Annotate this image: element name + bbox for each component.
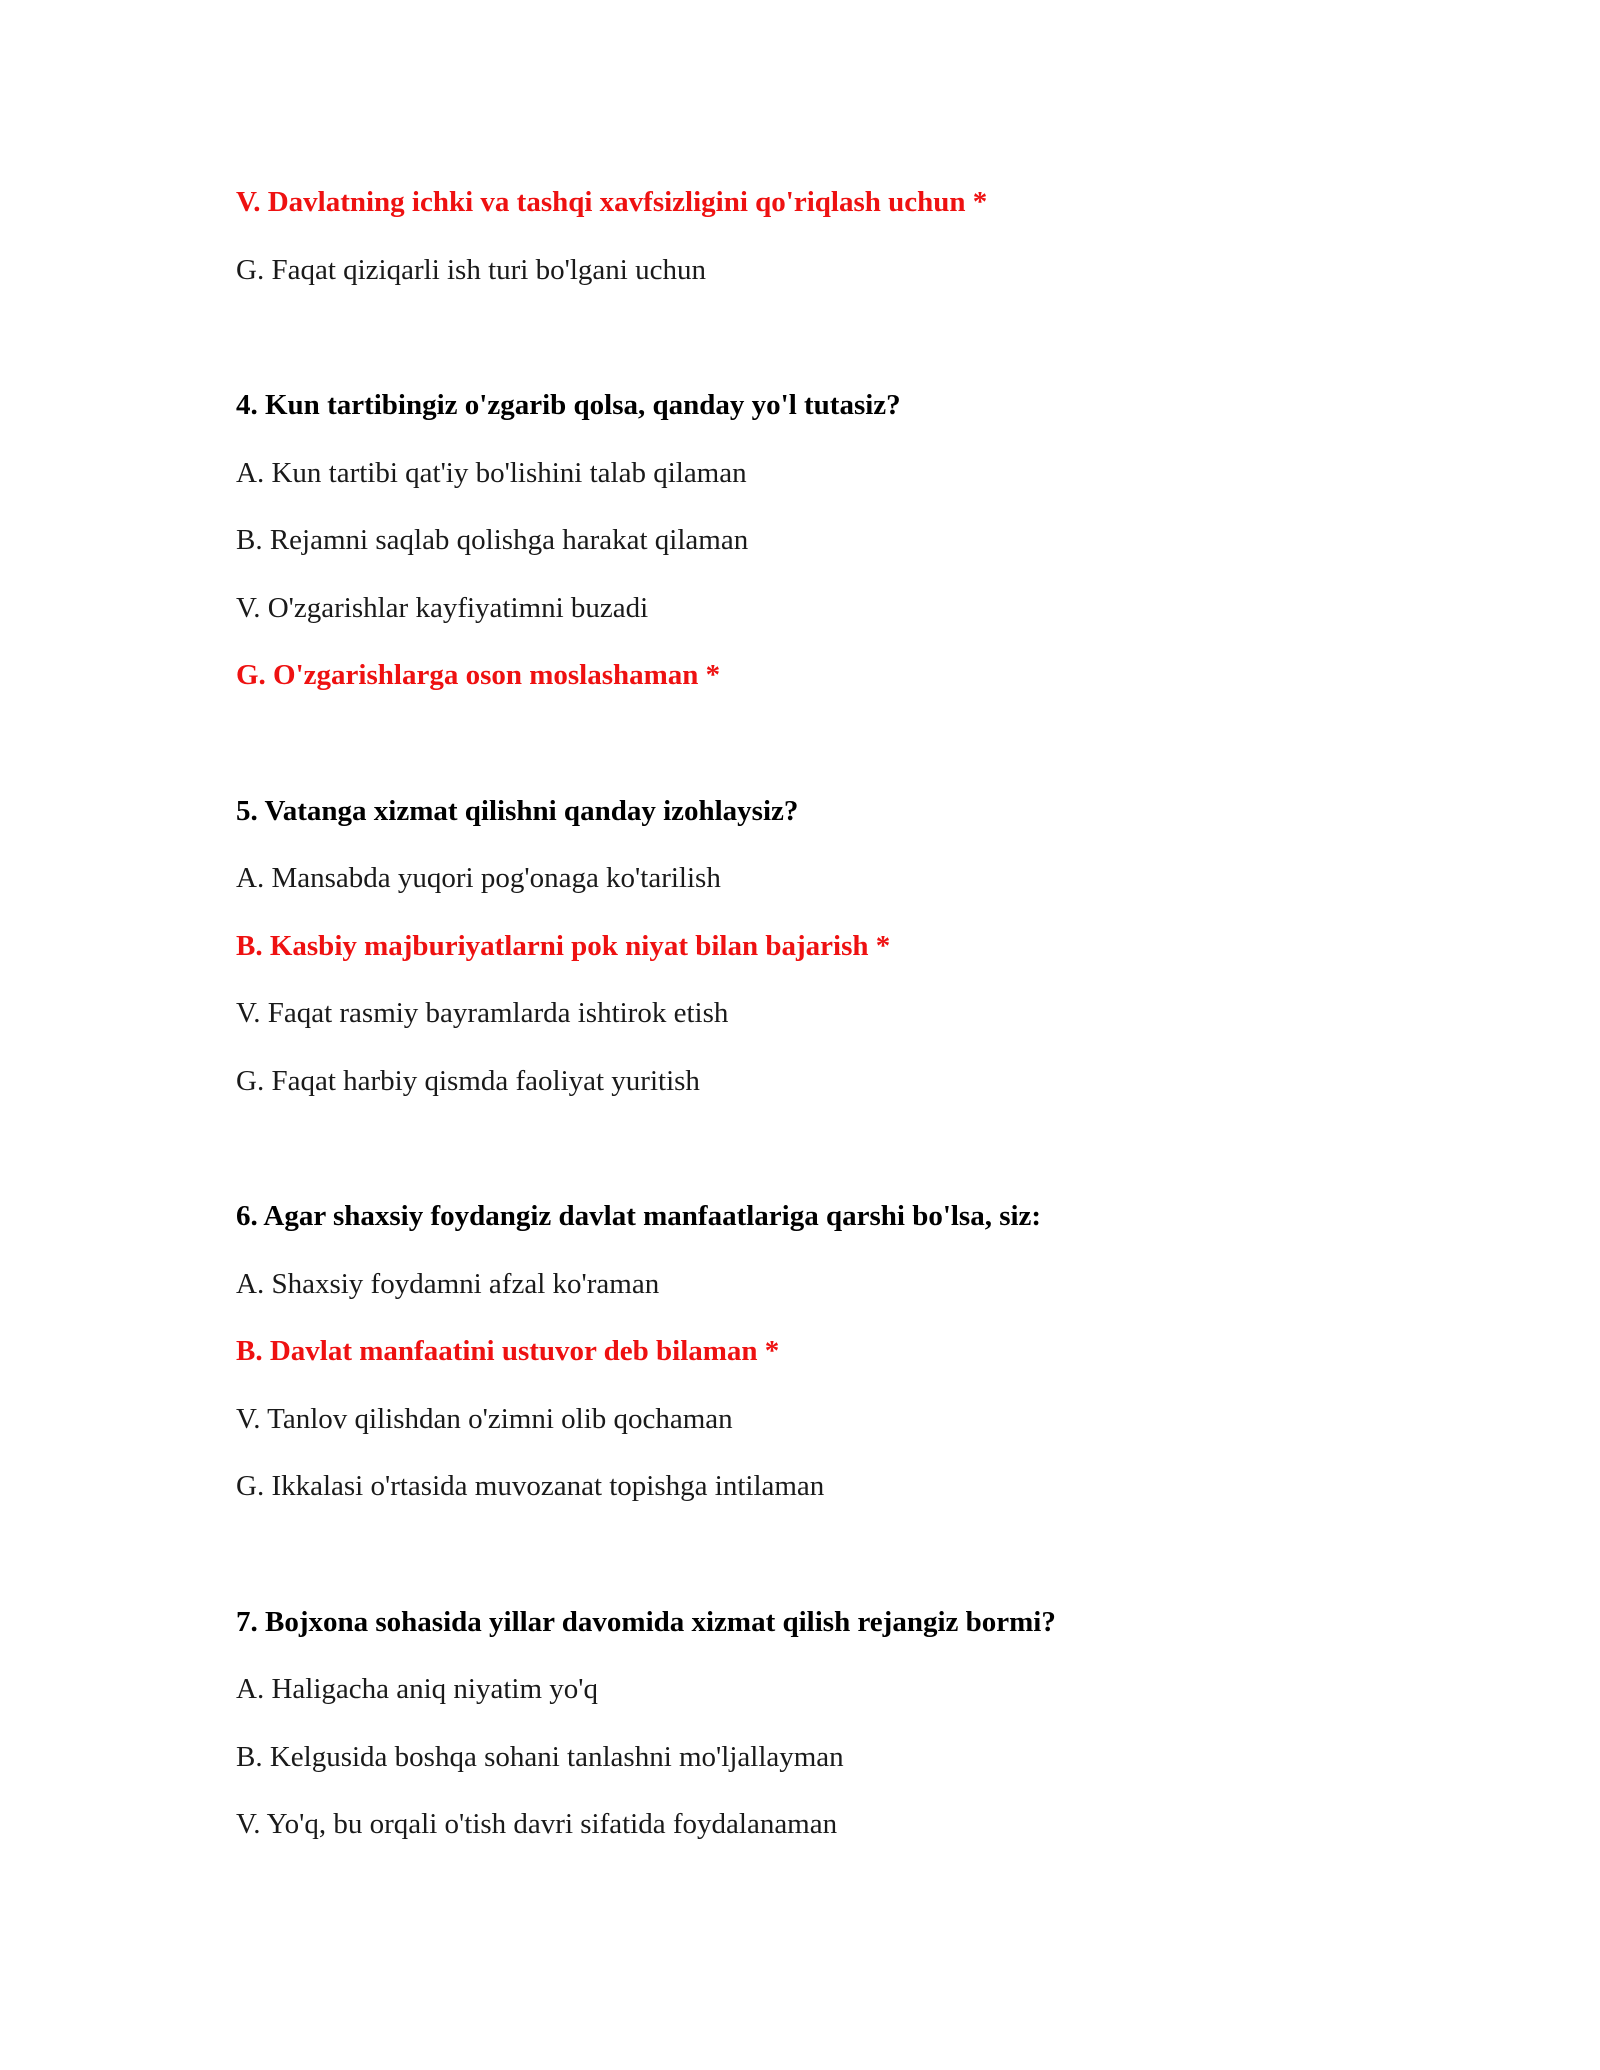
answer-option: A. Haligacha aniq niyatim yo'q [236,1673,598,1705]
answer-option-correct: V. Davlatning ichki va tashqi xavfsizligini qo'riqlash uchun * [236,186,988,218]
answer-option: V. Yo'q, bu orqali o'tish davri sifatida foydalanaman [236,1808,838,1840]
question-text: 7. Bojxona sohasida yillar davomida xizmat qilish rejangiz bormi? [236,1605,1056,1638]
quiz-content [236,184,1436,1874]
answer-option: A. Kun tartibi qat'iy bo'lishini talab qilaman [236,456,747,489]
answer-option: V. Tanlov qilishdan o'zimni olib qochaman [236,1402,733,1435]
question-block-6 [236,1198,1436,1504]
block-spacer [236,1536,1436,1604]
question-text: 4. Kun tartibingiz o'zgarib qolsa, qanday yo'l tutasiz? [236,389,901,421]
block-spacer [236,1130,1436,1198]
answer-option: V. Faqat rasmiy bayramlarda ishtirok etish [236,997,729,1029]
block-spacer [236,725,1436,793]
answer-option-correct: B. Kasbiy majburiyatlarni pok niyat bilan bajarish * [236,929,891,962]
answer-option: G. Faqat harbiy qismda faoliyat yuritish [236,1064,700,1097]
block-spacer [236,319,1436,387]
answer-option: B. Kelgusida boshqa sohani tanlashni mo'ljallayman [236,1740,844,1773]
answer-option: A. Shaxsiy foydamni afzal ko'raman [236,1267,660,1300]
answer-option: G. Faqat qiziqarli ish turi bo'lgani uchun [236,253,706,286]
answer-option-correct: B. Davlat manfaatini ustuvor deb bilaman * [236,1335,780,1367]
answer-option: G. Ikkalasi o'rtasida muvozanat topishga intilaman [236,1470,825,1502]
answer-option: V. O'zgarishlar kayfiyatimni buzadi [236,591,649,624]
question-block-7 [236,1604,1436,1843]
question-block-4 [236,387,1436,693]
question-block-3 [236,184,1436,288]
answer-option-correct: G. O'zgarishlarga oson moslashaman * [236,659,721,691]
answer-option: B. Rejamni saqlab qolishga harakat qilaman [236,524,749,556]
question-text: 6. Agar shaxsiy foydangiz davlat manfaatlariga qarshi bo'lsa, siz: [236,1200,1042,1232]
answer-option: A. Mansabda yuqori pog'onaga ko'tarilish [236,862,721,894]
question-block-5 [236,793,1436,1099]
question-text: 5. Vatanga xizmat qilishni qanday izohlaysiz? [236,794,799,827]
